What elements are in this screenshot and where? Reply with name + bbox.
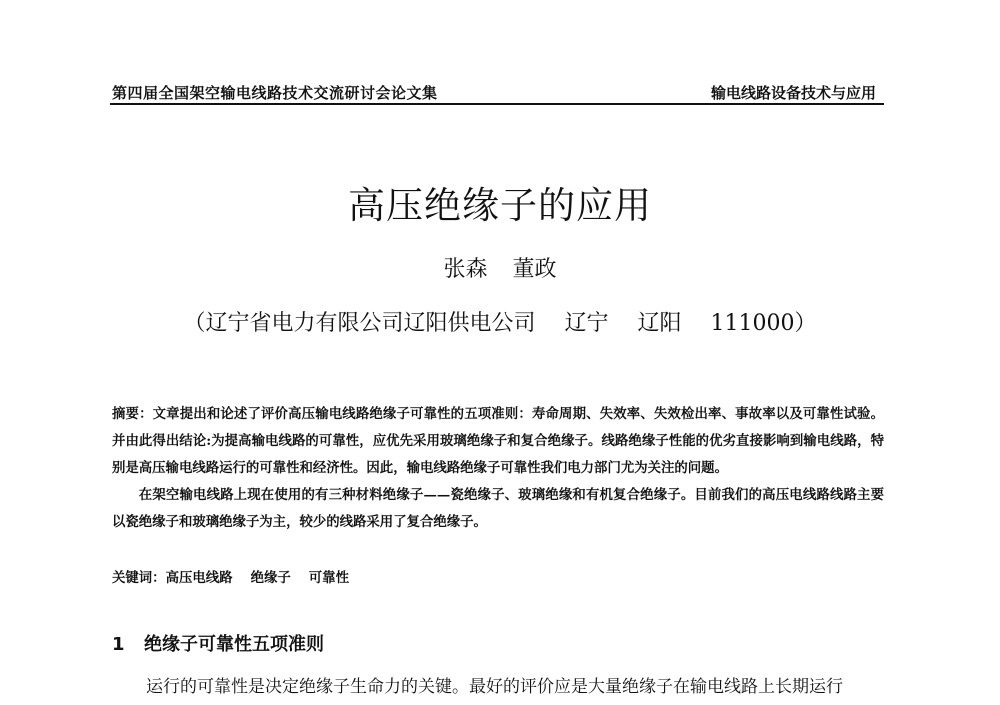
- paper-affiliation: （辽宁省电力有限公司辽阳供电公司 辽宁 辽阳 111000）: [183, 311, 817, 336]
- paper-authors: 张森 董政: [443, 257, 557, 282]
- paper-title: 高压绝缘子的应用: [348, 184, 652, 227]
- abstract: [112, 401, 884, 536]
- keywords-label: 关键词：: [112, 571, 166, 586]
- body-paragraph: 运行的可靠性是决定绝缘子生命力的关键。最好的评价应是大量绝缘子在输电线路上长期运行: [146, 677, 843, 697]
- section-number: 1: [112, 634, 125, 655]
- running-header-right: 输电线路设备技术与应用: [710, 84, 876, 102]
- header-divider: [110, 103, 884, 105]
- keywords-line: [112, 567, 349, 586]
- abstract-label: 摘要：: [112, 407, 153, 422]
- keywords-value: 高压电线路 绝缘子 可靠性: [165, 570, 349, 586]
- abstract-text-1: 文章提出和论述了评价高压输电线路绝缘子可靠性的五项准则：寿命周期、失效率、失效检出率、事故率以及可靠性试验。 并由此得出结论:为提高输电线路的可靠性，应优先采用玻璃绝缘子和复合绝缘子。线路绝缘子性能的优劣直接影响到输电线路，特别是高压输电线路运行的可靠性和经济性。因此，输电线路绝缘子可靠性我们电力部门尤为关注的问题。: [112, 406, 884, 476]
- abstract-paragraph-1: [112, 401, 884, 482]
- abstract-paragraph-2: 在架空输电线路上现在使用的有三种材料绝缘子——瓷绝缘子、玻璃绝缘和有机复合绝缘子。目前我们的高压电线路线路主要以瓷绝缘子和玻璃绝缘子为主，较少的线路采用了复合绝缘子。: [112, 487, 884, 530]
- section-heading: [112, 630, 324, 656]
- running-header-left: 第四届全国架空输电线路技术交流研讨会论文集: [112, 84, 438, 102]
- section-title: 绝缘子可靠性五项准则: [144, 634, 324, 655]
